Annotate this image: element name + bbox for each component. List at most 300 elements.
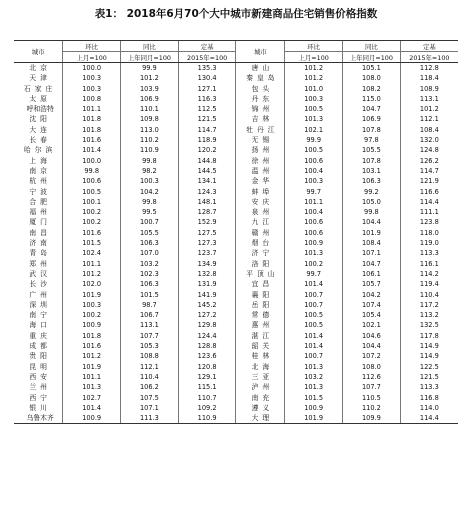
mom-cell: 102.1 — [285, 125, 343, 135]
fixed-cell: 127.5 — [178, 228, 236, 238]
yoy-cell: 107.0 — [121, 248, 179, 258]
fixed-cell: 134.9 — [178, 259, 236, 269]
table-row — [14, 320, 458, 330]
mom-cell: 100.5 — [285, 320, 343, 330]
city-cell: 烟台 — [236, 238, 285, 248]
mom-cell: 101.2 — [63, 351, 121, 361]
table-row — [14, 125, 458, 135]
fixed-cell: 128.7 — [178, 207, 236, 217]
fixed-cell: 110.9 — [178, 413, 236, 424]
fixed-cell: 118.4 — [400, 73, 458, 83]
mom-cell: 100.9 — [63, 320, 121, 330]
yoy-cell: 103.1 — [343, 166, 401, 176]
yoy-cell: 103.2 — [121, 259, 179, 269]
yoy-cell: 98.7 — [121, 300, 179, 310]
city-cell: 平顶山 — [236, 269, 285, 279]
city-cell: 哈尔滨 — [23, 146, 57, 155]
city-cell: 上海 — [29, 156, 51, 165]
fixed-cell: 152.9 — [178, 217, 236, 227]
table-row — [14, 228, 458, 238]
city-cell: 昆明 — [29, 362, 51, 371]
yoy-cell: 115.0 — [343, 94, 401, 104]
city-cell: 宁波 — [29, 187, 51, 196]
mom-cell: 100.2 — [63, 207, 121, 217]
table-row — [14, 94, 458, 104]
table-row — [14, 207, 458, 217]
city-cell: 锦州 — [236, 104, 285, 114]
yoy-cell: 106.9 — [343, 114, 401, 124]
fixed-cell: 115.1 — [178, 382, 236, 392]
fixed-cell: 118.9 — [178, 135, 236, 145]
city-cell: 蚌埠 — [236, 187, 285, 197]
mom-cell: 100.9 — [63, 413, 121, 424]
mom-cell: 101.3 — [285, 382, 343, 392]
city-cell: 兰州 — [29, 383, 51, 392]
city-cell: 洛阳 — [236, 259, 285, 269]
fixed-cell: 117.8 — [400, 331, 458, 341]
fixed-cell: 113.3 — [400, 382, 458, 392]
city-cell: 银川 — [29, 403, 51, 412]
fixed-cell: 131.9 — [178, 279, 236, 289]
city-cell: 西宁 — [29, 393, 51, 402]
yoy-cell: 104.6 — [343, 331, 401, 341]
mom-cell: 101.8 — [63, 125, 121, 135]
mom-cell: 101.1 — [63, 259, 121, 269]
mom-cell: 101.0 — [285, 84, 343, 94]
fixed-cell: 135.3 — [178, 63, 236, 74]
yoy-cell: 110.9 — [121, 145, 179, 155]
header-mom-base: 上月=100 — [63, 52, 121, 63]
yoy-cell: 106.1 — [343, 269, 401, 279]
mom-cell: 100.8 — [63, 94, 121, 104]
city-cell: 九江 — [236, 217, 285, 227]
table-row — [14, 300, 458, 310]
yoy-cell: 100.7 — [121, 217, 179, 227]
yoy-cell: 105.1 — [343, 63, 401, 74]
mom-cell: 99.7 — [285, 187, 343, 197]
yoy-cell: 106.2 — [121, 382, 179, 392]
fixed-cell: 124.8 — [400, 145, 458, 155]
mom-cell: 100.4 — [285, 166, 343, 176]
city-cell: 无锡 — [236, 135, 285, 145]
fixed-cell: 144.5 — [178, 166, 236, 176]
mom-cell: 100.2 — [63, 310, 121, 320]
price-index-table — [14, 40, 458, 424]
mom-cell: 101.1 — [285, 197, 343, 207]
header-fixed: 定基 — [400, 41, 458, 52]
fixed-cell: 114.9 — [400, 351, 458, 361]
fixed-cell: 112.8 — [400, 63, 458, 74]
yoy-cell: 106.7 — [121, 310, 179, 320]
fixed-cell: 130.4 — [178, 73, 236, 83]
yoy-cell: 110.4 — [121, 372, 179, 382]
table-row — [14, 104, 458, 114]
city-cell: 济宁 — [236, 248, 285, 258]
city-cell: 厦门 — [29, 218, 51, 227]
table-row — [14, 63, 458, 74]
yoy-cell: 110.1 — [121, 104, 179, 114]
table-title: 表1： 2018年6月70个大中城市新建商品住宅销售价格指数 — [94, 8, 378, 20]
mom-cell: 101.3 — [63, 382, 121, 392]
yoy-cell: 104.7 — [343, 259, 401, 269]
yoy-cell: 99.5 — [121, 207, 179, 217]
mom-cell: 102.0 — [63, 279, 121, 289]
header-fixed: 定基 — [178, 41, 236, 52]
mom-cell: 101.6 — [63, 135, 121, 145]
table-row — [14, 135, 458, 145]
mom-cell: 101.3 — [285, 362, 343, 372]
yoy-cell: 99.9 — [121, 63, 179, 74]
yoy-cell: 101.9 — [343, 228, 401, 238]
mom-cell: 101.4 — [285, 331, 343, 341]
fixed-cell: 116.8 — [400, 393, 458, 403]
yoy-cell: 106.3 — [343, 176, 401, 186]
yoy-cell: 107.2 — [343, 351, 401, 361]
city-cell: 遵义 — [236, 403, 285, 413]
yoy-cell: 99.8 — [121, 197, 179, 207]
header-city: 城市 — [236, 41, 285, 63]
table-row — [14, 362, 458, 372]
fixed-cell: 116.1 — [400, 259, 458, 269]
city-cell: 岳阳 — [236, 300, 285, 310]
mom-cell: 103.2 — [285, 372, 343, 382]
header-city: 城市 — [14, 41, 63, 63]
yoy-cell: 98.2 — [121, 166, 179, 176]
city-cell: 北京 — [29, 64, 51, 72]
yoy-cell: 107.8 — [343, 156, 401, 166]
city-cell: 惠州 — [236, 320, 285, 330]
fixed-cell: 111.1 — [400, 207, 458, 217]
yoy-cell: 101.5 — [121, 290, 179, 300]
yoy-cell: 111.3 — [121, 413, 179, 424]
mom-cell: 100.3 — [63, 300, 121, 310]
city-cell: 青岛 — [29, 249, 51, 258]
fixed-cell: 141.9 — [178, 290, 236, 300]
mom-cell: 101.8 — [63, 114, 121, 124]
city-cell: 大理 — [236, 413, 285, 424]
yoy-cell: 107.7 — [343, 382, 401, 392]
yoy-cell: 107.8 — [343, 125, 401, 135]
fixed-cell: 144.8 — [178, 156, 236, 166]
table-row — [14, 403, 458, 413]
yoy-cell: 104.7 — [343, 104, 401, 114]
mom-cell: 101.3 — [285, 248, 343, 258]
mom-cell: 99.8 — [63, 166, 121, 176]
fixed-cell: 123.8 — [400, 217, 458, 227]
yoy-cell: 108.4 — [343, 238, 401, 248]
fixed-cell: 108.4 — [400, 125, 458, 135]
fixed-cell: 108.9 — [400, 84, 458, 94]
table-row — [14, 84, 458, 94]
mom-cell: 100.5 — [63, 187, 121, 197]
city-cell: 深圳 — [29, 300, 51, 309]
header-yoy-base: 上年同月=100 — [121, 52, 179, 63]
city-cell: 成都 — [29, 342, 51, 351]
fixed-cell: 123.6 — [178, 351, 236, 361]
header-yoy: 同比 — [121, 41, 179, 52]
yoy-cell: 113.1 — [121, 320, 179, 330]
table-row — [14, 259, 458, 269]
mom-cell: 100.5 — [285, 104, 343, 114]
city-cell: 常德 — [236, 310, 285, 320]
table-row — [14, 166, 458, 176]
yoy-cell: 103.9 — [121, 84, 179, 94]
fixed-cell: 118.0 — [400, 228, 458, 238]
mom-cell: 100.3 — [285, 176, 343, 186]
fixed-cell: 116.3 — [178, 94, 236, 104]
mom-cell: 100.3 — [285, 94, 343, 104]
yoy-cell: 97.8 — [343, 135, 401, 145]
yoy-cell: 105.3 — [121, 341, 179, 351]
mom-cell: 101.4 — [285, 341, 343, 351]
table-row — [14, 331, 458, 341]
mom-cell: 101.9 — [285, 413, 343, 424]
table-row — [14, 269, 458, 279]
yoy-cell: 110.5 — [343, 393, 401, 403]
fixed-cell: 120.2 — [178, 145, 236, 155]
table-row — [14, 372, 458, 382]
fixed-cell: 132.5 — [400, 320, 458, 330]
fixed-cell: 114.4 — [400, 413, 458, 424]
table-row — [14, 217, 458, 227]
fixed-cell: 129.8 — [178, 320, 236, 330]
yoy-cell: 105.5 — [343, 145, 401, 155]
fixed-cell: 129.1 — [178, 372, 236, 382]
yoy-cell: 105.5 — [121, 228, 179, 238]
yoy-cell: 110.2 — [121, 135, 179, 145]
yoy-cell: 106.3 — [121, 279, 179, 289]
fixed-cell: 122.5 — [400, 362, 458, 372]
city-cell: 北海 — [236, 362, 285, 372]
table-row — [14, 290, 458, 300]
yoy-cell: 110.2 — [343, 403, 401, 413]
yoy-cell: 102.3 — [121, 269, 179, 279]
mom-cell: 100.2 — [285, 259, 343, 269]
city-cell: 桂林 — [236, 351, 285, 361]
table-row — [14, 279, 458, 289]
city-cell: 牡丹江 — [236, 125, 285, 135]
header-fixed-base: 2015年=100 — [178, 52, 236, 63]
fixed-cell: 110.4 — [400, 290, 458, 300]
city-cell: 安庆 — [236, 197, 285, 207]
city-cell: 南昌 — [29, 228, 51, 237]
city-cell: 沈阳 — [29, 115, 51, 124]
fixed-cell: 117.2 — [400, 300, 458, 310]
mom-cell: 100.5 — [285, 310, 343, 320]
city-cell: 合肥 — [29, 197, 51, 206]
fixed-cell: 113.2 — [400, 310, 458, 320]
city-cell: 武汉 — [29, 269, 51, 278]
header-yoy: 同比 — [343, 41, 401, 52]
mom-cell: 100.3 — [63, 73, 121, 83]
mom-cell: 101.2 — [63, 269, 121, 279]
table-row — [14, 197, 458, 207]
yoy-cell: 107.7 — [121, 331, 179, 341]
mom-cell: 99.7 — [285, 269, 343, 279]
fixed-cell: 126.2 — [400, 156, 458, 166]
yoy-cell: 105.4 — [343, 310, 401, 320]
yoy-cell: 104.4 — [343, 341, 401, 351]
yoy-cell: 105.0 — [343, 197, 401, 207]
mom-cell: 101.5 — [285, 393, 343, 403]
fixed-cell: 119.0 — [400, 238, 458, 248]
mom-cell: 101.3 — [285, 114, 343, 124]
city-cell: 赣州 — [236, 228, 285, 238]
city-cell: 重庆 — [29, 331, 51, 340]
mom-cell: 101.6 — [63, 228, 121, 238]
city-cell: 福州 — [29, 208, 51, 217]
table-row — [14, 238, 458, 248]
mom-cell: 101.6 — [63, 341, 121, 351]
fixed-cell: 110.7 — [178, 393, 236, 403]
mom-cell: 101.8 — [63, 331, 121, 341]
city-cell: 大连 — [29, 125, 51, 134]
city-cell: 海口 — [29, 321, 51, 330]
city-cell: 丹东 — [236, 94, 285, 104]
yoy-cell: 112.6 — [343, 372, 401, 382]
city-cell: 乌鲁木齐 — [14, 413, 63, 424]
table-row — [14, 248, 458, 258]
mom-cell: 100.3 — [63, 84, 121, 94]
mom-cell: 100.7 — [285, 290, 343, 300]
table-row — [14, 413, 458, 424]
city-cell: 长沙 — [29, 280, 51, 289]
yoy-cell: 107.1 — [121, 403, 179, 413]
mom-cell: 100.4 — [285, 207, 343, 217]
fixed-cell: 127.3 — [178, 238, 236, 248]
city-cell: 石家庄 — [23, 84, 57, 93]
yoy-cell: 104.4 — [343, 217, 401, 227]
mom-cell: 100.2 — [63, 217, 121, 227]
fixed-cell: 132.8 — [178, 269, 236, 279]
yoy-cell: 109.8 — [121, 114, 179, 124]
city-cell: 长春 — [29, 136, 51, 145]
city-cell: 太原 — [29, 94, 51, 103]
mom-cell: 100.0 — [63, 156, 121, 166]
yoy-cell: 108.8 — [121, 351, 179, 361]
yoy-cell: 107.5 — [121, 393, 179, 403]
header-mom: 环比 — [285, 41, 343, 52]
table-row — [14, 310, 458, 320]
fixed-cell: 119.4 — [400, 279, 458, 289]
city-cell: 呼和浩特 — [26, 105, 54, 114]
city-cell: 南充 — [236, 393, 285, 403]
fixed-cell: 114.9 — [400, 341, 458, 351]
table-row — [14, 382, 458, 392]
fixed-cell: 124.4 — [178, 331, 236, 341]
mom-cell: 100.9 — [285, 403, 343, 413]
mom-cell: 101.2 — [285, 73, 343, 83]
yoy-cell: 105.7 — [343, 279, 401, 289]
mom-cell: 100.6 — [285, 228, 343, 238]
fixed-cell: 121.9 — [400, 176, 458, 186]
fixed-cell: 127.1 — [178, 84, 236, 94]
yoy-cell: 99.2 — [343, 187, 401, 197]
city-cell: 郑州 — [29, 259, 51, 268]
fixed-cell: 114.7 — [178, 125, 236, 135]
mom-cell: 100.0 — [63, 63, 121, 74]
table-body — [14, 63, 458, 424]
fixed-cell: 114.2 — [400, 269, 458, 279]
city-cell: 吉林 — [236, 114, 285, 124]
mom-cell: 101.4 — [285, 279, 343, 289]
mom-cell: 100.6 — [63, 176, 121, 186]
yoy-cell: 106.3 — [121, 238, 179, 248]
city-cell: 扬州 — [236, 145, 285, 155]
yoy-cell: 107.1 — [343, 248, 401, 258]
city-cell: 济南 — [29, 239, 51, 248]
yoy-cell: 104.2 — [121, 187, 179, 197]
city-cell: 徐州 — [236, 156, 285, 166]
header-yoy-base: 上年同月=100 — [343, 52, 401, 63]
yoy-cell: 101.2 — [121, 73, 179, 83]
mom-cell: 100.5 — [285, 145, 343, 155]
mom-cell: 102.7 — [63, 393, 121, 403]
mom-cell: 101.1 — [63, 372, 121, 382]
city-cell: 唐山 — [236, 63, 285, 74]
city-cell: 襄阳 — [236, 290, 285, 300]
yoy-cell: 106.9 — [121, 94, 179, 104]
fixed-cell: 124.3 — [178, 187, 236, 197]
city-cell: 秦皇岛 — [236, 73, 285, 83]
mom-cell: 101.2 — [285, 63, 343, 74]
yoy-cell: 112.1 — [121, 362, 179, 372]
fixed-cell: 134.1 — [178, 176, 236, 186]
city-cell: 泉州 — [236, 207, 285, 217]
yoy-cell: 107.4 — [343, 300, 401, 310]
mom-cell: 100.6 — [285, 156, 343, 166]
mom-cell: 101.9 — [63, 362, 121, 372]
yoy-cell: 108.2 — [343, 84, 401, 94]
city-cell: 包头 — [236, 84, 285, 94]
city-cell: 韶关 — [236, 341, 285, 351]
fixed-cell: 109.2 — [178, 403, 236, 413]
mom-cell: 100.6 — [285, 217, 343, 227]
mom-cell: 101.5 — [63, 238, 121, 248]
fixed-cell: 121.5 — [400, 372, 458, 382]
city-cell: 南宁 — [29, 311, 51, 320]
fixed-cell: 128.8 — [178, 341, 236, 351]
city-cell: 广州 — [29, 290, 51, 299]
fixed-cell: 132.0 — [400, 135, 458, 145]
fixed-cell: 114.4 — [400, 197, 458, 207]
fixed-cell: 120.8 — [178, 362, 236, 372]
table-row — [14, 393, 458, 403]
table-row — [14, 145, 458, 155]
fixed-cell: 116.6 — [400, 187, 458, 197]
city-cell: 温州 — [236, 166, 285, 176]
city-cell: 湛江 — [236, 331, 285, 341]
mom-cell: 100.1 — [63, 197, 121, 207]
fixed-cell: 123.7 — [178, 248, 236, 258]
mom-cell: 100.9 — [285, 238, 343, 248]
table-row — [14, 187, 458, 197]
yoy-cell: 104.2 — [343, 290, 401, 300]
city-cell: 泸州 — [236, 382, 285, 392]
mom-cell: 100.7 — [285, 300, 343, 310]
table-row — [14, 351, 458, 361]
table-row — [14, 341, 458, 351]
yoy-cell: 113.0 — [121, 125, 179, 135]
mom-cell: 101.4 — [63, 145, 121, 155]
yoy-cell: 99.8 — [343, 207, 401, 217]
table-row — [14, 176, 458, 186]
table-row — [14, 73, 458, 83]
mom-cell: 99.9 — [285, 135, 343, 145]
city-cell: 南京 — [29, 166, 51, 175]
city-cell: 西安 — [29, 372, 51, 381]
fixed-cell: 113.3 — [400, 248, 458, 258]
